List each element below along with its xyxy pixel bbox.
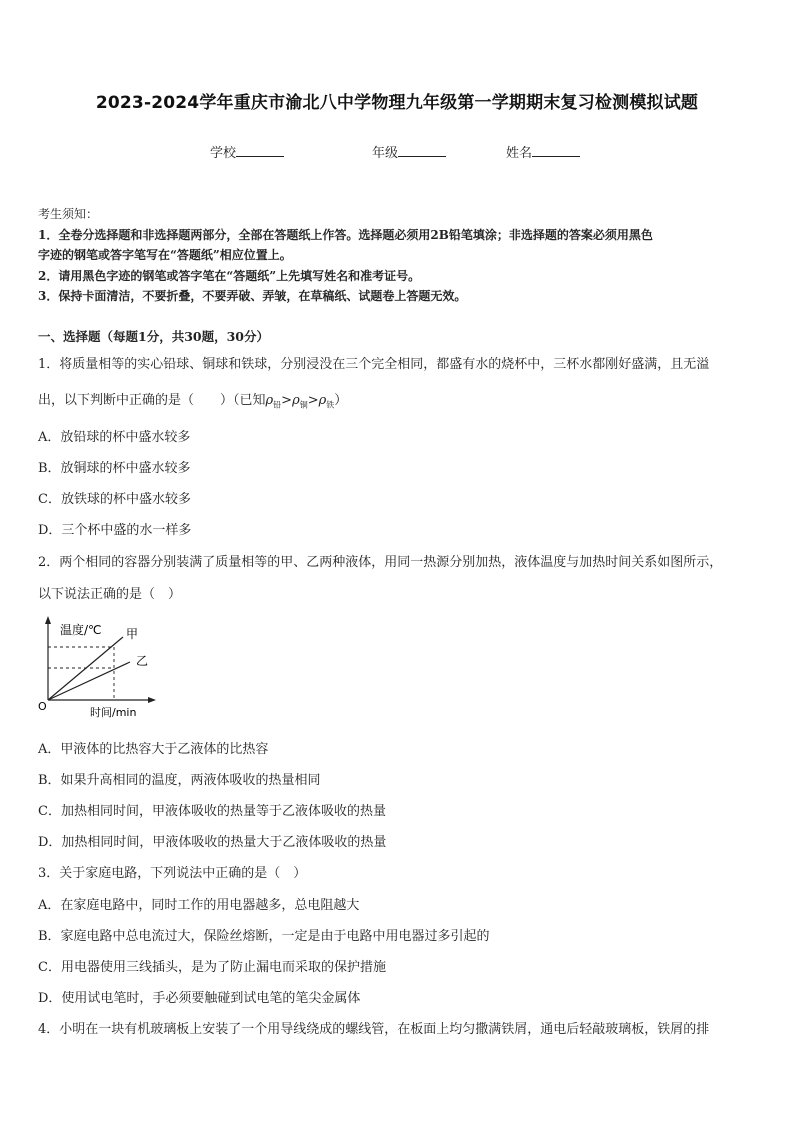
rho-subscript: 铅 <box>273 400 282 410</box>
q4-stem-line1: 4．小明在一块有机玻璃板上安装了一个用导线绕成的螺线管，在板面上均匀撒满铁屑，通电后轻敲玻璃板，铁屑的排 <box>38 1022 710 1037</box>
q3-option-a: A．在家庭电路中，同时工作的用电器越多，总电阻越大 <box>38 898 360 913</box>
q2-option-a: A．甲液体的比热容大于乙液体的比热容 <box>38 742 269 757</box>
section-heading: 一、选择题（每题1分，共30题，30分） <box>38 329 269 344</box>
rho-subscript: 铁 <box>326 400 335 410</box>
school-label: 学校 <box>210 146 237 161</box>
exam-title: 2023-2024学年重庆市渝北八中学物理九年级第一学期期末复习检测模拟试题 <box>95 93 699 113</box>
q1-option-d: D．三个杯中盛的水一样多 <box>38 523 192 538</box>
rho-symbol: ρ <box>292 393 300 408</box>
temperature-time-graph <box>30 612 170 724</box>
q1-option-b: B．放铜球的杯中盛水较多 <box>38 461 191 476</box>
graph-y-label: 温度/℃ <box>60 623 102 637</box>
q1-stem-close: ） <box>334 393 348 408</box>
graph-line-label-jia: 甲 <box>126 627 139 641</box>
q2-option-d: D．加热相同时间，甲液体吸收的热量大于乙液体吸收的热量 <box>38 835 387 850</box>
grade-field <box>372 142 446 161</box>
q1-option-c: C．放铁球的杯中盛水较多 <box>38 492 191 507</box>
q2-option-c: C．加热相同时间，甲液体吸收的热量等于乙液体吸收的热量 <box>38 804 386 819</box>
q1-stem-line1: 1．将质量相等的实心铅球、铜球和铁球，分别浸没在三个完全相同，都盛有水的烧杯中，三杯水都刚好盛满，且无溢 <box>38 357 710 372</box>
rho-symbol: ρ <box>265 393 274 408</box>
graph-line-label-yi: 乙 <box>136 654 149 668</box>
q3-stem: 3．关于家庭电路，下列说法中正确的是（ ） <box>38 866 307 881</box>
q1-option-a: A．放铅球的杯中盛水较多 <box>38 430 191 445</box>
gt-symbol: > <box>307 393 319 408</box>
q2-stem-line2: 以下说法正确的是（ ） <box>38 587 182 602</box>
q3-option-d: D．使用试电笔时，手必须要触碰到试电笔的笔尖金属体 <box>38 991 361 1006</box>
name-field <box>506 142 580 161</box>
graph-x-label: 时间/min <box>90 706 137 719</box>
notice-line: 2．请用黑色字迹的钢笔或答字笔在“答题纸”上先填写姓名和准考证号。 <box>38 268 421 283</box>
school-blank <box>236 144 284 157</box>
rho-symbol: ρ <box>318 393 327 408</box>
q2-option-b: B．如果升高相同的温度，两液体吸收的热量相同 <box>38 773 321 788</box>
notice-line: 3．保持卡面清洁，不要折叠，不要弄破、弄皱，在草稿纸、试题卷上答题无效。 <box>38 289 467 303</box>
notice-line: 1．全卷分选择题和非选择题两部分，全部在答题纸上作答。选择题必须用2B铅笔填涂；非选择题的答案必须用黑色 <box>38 227 653 242</box>
grade-blank <box>398 144 446 157</box>
exam-notice <box>38 204 760 307</box>
notice-line: 字迹的钢笔或答字笔写在“答题纸”相应位置上。 <box>38 248 292 262</box>
name-blank <box>532 144 580 157</box>
line-jia <box>48 637 123 700</box>
y-axis-arrow <box>45 616 51 624</box>
q2-stem-line1: 2．两个相同的容器分别装满了质量相等的甲、乙两种液体，用同一热源分别加热，液体温度与加热时间关系如图所示， <box>38 555 723 570</box>
q3-option-b: B．家庭电路中总电流过大，保险丝熔断，一定是由于电路中用电器过多引起的 <box>38 929 490 944</box>
grade-label: 年级 <box>372 146 399 161</box>
rho-subscript: 铜 <box>299 400 308 410</box>
school-field <box>210 142 284 161</box>
graph-origin-label: O <box>38 700 47 713</box>
q1-stem-line2 <box>38 389 760 411</box>
q1-stem-text: 出，以下判断中正确的是（ ）（已知 <box>38 393 266 408</box>
gt-symbol: > <box>281 393 293 408</box>
notice-heading: 考生须知： <box>38 207 99 221</box>
name-label: 姓名 <box>506 146 533 161</box>
x-axis-arrow <box>148 697 156 703</box>
q3-option-c: C．用电器使用三线插头，是为了防止漏电而采取的保护措施 <box>38 960 386 975</box>
